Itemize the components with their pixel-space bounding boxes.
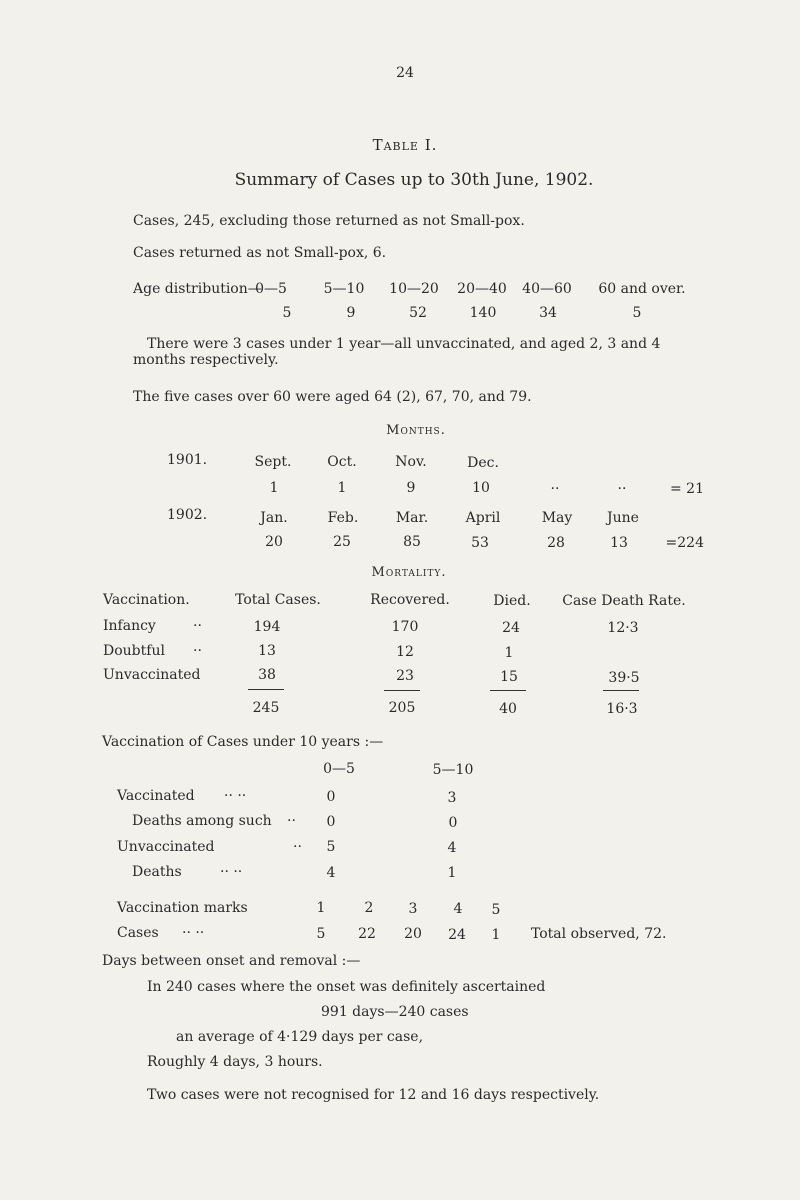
mark-value: 5 [491,902,501,918]
month-label: Sept. [254,454,292,470]
dots-leader: .. .. [220,860,243,876]
month-value: 1 [269,480,279,496]
total-1901: = 21 [670,481,704,497]
page-number: 24 [396,65,414,81]
mark-value: 1 [316,900,326,916]
cell-value: 0 [448,815,458,831]
month-value: 85 [403,534,421,550]
age-count: 140 [469,305,497,321]
dots-leader: .. .. [182,921,205,937]
column-header: Case Death Rate. [562,593,686,609]
month-label: Feb. [327,510,359,526]
mark-value: 4 [453,901,463,917]
month-value: 28 [547,535,565,551]
marks-label: Vaccination marks [117,900,248,916]
summary-title: Summary of Cases up to 30th June, 1902. [234,170,594,190]
month-label: Oct. [327,454,357,470]
days-line-4: Roughly 4 days, 3 hours. [147,1054,323,1070]
died: 24 [502,620,520,636]
days-heading: Days between onset and removal :— [102,953,361,969]
cases-value: 20 [404,926,422,942]
recovered-sum: 205 [388,700,416,716]
row-label: Deaths among such [132,813,272,829]
cell-value: 0 [326,814,336,830]
sum-rule [603,690,639,691]
death-rate: 12·3 [607,620,639,636]
died: 1 [504,645,514,661]
total-observed: Total observed, 72. [531,926,667,942]
total-1902: =224 [665,535,704,551]
column-header: 5—10 [432,762,474,778]
dots-leader: .. [550,477,560,493]
age-range: 20—40 [457,281,507,297]
death-rate-sum: 16·3 [606,701,638,717]
dots-leader: .. .. [224,784,247,800]
sum-rule [384,690,420,691]
recovered: 12 [396,644,414,660]
age-count: 5 [282,305,292,321]
total-cases: 38 [258,667,276,683]
days-line-3: an average of 4·129 days per case, [176,1029,424,1045]
year-1902: 1902. [167,507,208,523]
mortality-heading: Mortality. [371,565,447,580]
month-value: 10 [472,480,490,496]
age-count: 5 [632,305,642,321]
cases-value: 1 [491,927,501,943]
age-range: 60 and over. [598,281,686,297]
dots-leader: .. [293,835,302,851]
cases-value: 22 [358,926,376,942]
over-sixty-text: The five cases over 60 were aged 64 (2), 67, 70, and 79. [133,389,532,405]
column-header: Total Cases. [235,592,321,608]
age-range: 0—5 [255,281,287,297]
dots-leader: .. [617,477,627,493]
total-cases: 13 [258,643,276,659]
sum-rule [490,690,526,691]
month-label: Nov. [395,454,427,470]
cell-value: 3 [447,790,457,806]
age-count: 9 [346,305,356,321]
month-label: Mar. [395,510,429,526]
month-value: 1 [337,480,347,496]
age-range: 40—60 [522,281,572,297]
row-label: Doubtful [103,643,165,659]
days-line-2: 991 days—240 cases [321,1004,469,1020]
month-value: 25 [333,534,351,550]
column-header: Died. [493,593,531,609]
cases-value: 5 [316,926,326,942]
died-sum: 40 [499,701,517,717]
cell-value: 4 [447,840,457,856]
months-heading: Months. [386,423,446,438]
death-rate: 39·5 [608,670,640,686]
dots-leader: .. [193,639,202,655]
age-range: 5—10 [323,281,365,297]
month-value: 20 [265,534,283,550]
month-label: Jan. [260,510,288,526]
under-one-text: There were 3 cases under 1 year—all unvaccinated, and aged 2, 3 and 4 months respectively. [133,336,661,368]
column-header: Recovered. [370,592,450,608]
table-title: Table I. [372,136,438,154]
cases-label: Cases [117,925,159,941]
age-distribution-label: Age distribution— [133,281,262,297]
age-range: 10—20 [389,281,439,297]
month-value: 9 [406,480,416,496]
row-label: Unvaccinated [103,667,201,683]
age-count: 52 [409,305,427,321]
row-label: Infancy [103,618,156,634]
cell-value: 1 [447,865,457,881]
month-value: 13 [610,535,628,551]
mark-value: 2 [364,900,374,916]
row-label: Vaccinated [117,788,195,804]
dots-leader: .. [193,614,202,630]
days-line-1: In 240 cases where the onset was definitely ascertained [147,979,546,995]
died: 15 [500,669,518,685]
month-value: 53 [471,535,489,551]
cases-line: Cases, 245, excluding those returned as not Small-pox. [133,213,525,229]
column-header: Vaccination. [103,592,190,608]
month-label: Dec. [467,455,499,471]
month-label: April [465,510,501,526]
year-1901: 1901. [167,452,208,468]
cases-value: 24 [448,927,466,943]
closing-text: Two cases were not recognised for 12 and 16 days respectively. [147,1087,600,1103]
under-ten-heading: Vaccination of Cases under 10 years :— [102,734,384,750]
cell-value: 0 [326,789,336,805]
row-label: Deaths [132,864,182,880]
total-cases: 194 [253,619,281,635]
sum-rule [248,689,284,690]
month-label: June [607,510,639,526]
cell-value: 5 [326,839,336,855]
row-label: Unvaccinated [117,839,215,855]
age-count: 34 [539,305,557,321]
column-header: 0—5 [323,761,355,777]
mark-value: 3 [408,901,418,917]
cell-value: 4 [326,865,336,881]
total-cases-sum: 245 [252,700,280,716]
month-label: May [541,510,573,526]
dots-leader: .. [287,809,296,825]
returned-line: Cases returned as not Small-pox, 6. [133,245,387,261]
recovered: 23 [396,668,414,684]
recovered: 170 [391,619,419,635]
